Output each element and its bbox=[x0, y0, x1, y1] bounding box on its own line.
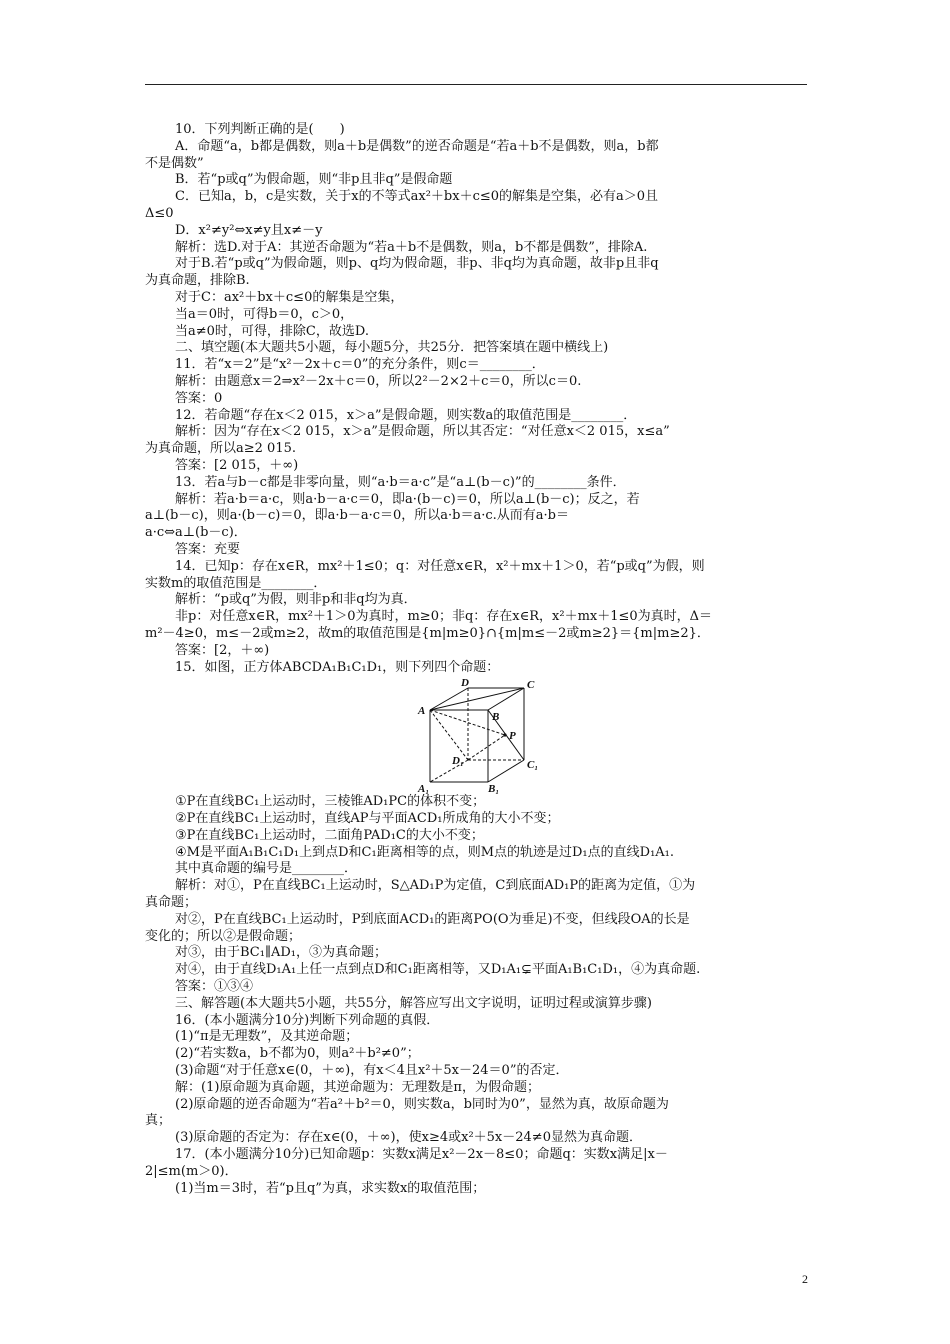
label-P: P bbox=[509, 730, 516, 743]
text-line: A．命题“a，b都是偶数，则a＋b是偶数”的逆否命题是“若a＋b不是偶数，则a，b都 bbox=[175, 138, 659, 154]
text-line: 对于B.若“p或q”为假命题，则p、q均为假命题，非p、非q均为真命题，故非p且非q bbox=[175, 256, 659, 272]
text-line: 对②，P在直线BC₁上运动时，P到底面ACD₁的距离PO(O为垂足)不变，但线段OA的长是 bbox=[175, 911, 690, 927]
text-line: 答案：[2，＋∞) bbox=[175, 642, 270, 658]
text-line: 11．若“x＝2”是“x²－2x＋c＝0”的充分条件，则c＝________． bbox=[175, 357, 545, 373]
text-line: 为真命题，排除B. bbox=[145, 273, 250, 289]
diagonal-AC bbox=[430, 688, 524, 710]
text-line: (3)原命题的否定为：存在x∈(0，＋∞)，使x≥4或x²＋5x－24≠0显然为真命题． bbox=[175, 1130, 642, 1146]
text-line: Δ≤0 bbox=[145, 205, 174, 221]
label-B1: B₁ bbox=[488, 783, 500, 795]
text-line: 答案：[2 015，＋∞) bbox=[175, 457, 299, 473]
text-line: 13．若a与b－c都是非零向量，则“a·b＝a·c”是“a⊥(b－c)”的________条件． bbox=[175, 474, 626, 490]
label-D: D bbox=[461, 677, 469, 690]
text-line: 非p：对任意x∈R，mx²＋1＞0为真时，m≥0；非q：存在x∈R，x²＋mx＋1≤0为真时，Δ＝ bbox=[175, 609, 713, 625]
text-line: 16．(本小题满分10分)判断下列命题的真假． bbox=[175, 1012, 440, 1028]
edge-BC bbox=[488, 688, 524, 710]
text-line: 真； bbox=[145, 1113, 172, 1129]
text-line: (2)原命题的逆否命题为“若a²＋b²＝0，则实数a，b同时为0”，显然为真，故原命题为 bbox=[175, 1096, 669, 1112]
text-line: 当a≠0时，可得，排除C，故选D. bbox=[175, 323, 369, 339]
text-line: 答案：0 bbox=[175, 390, 223, 406]
text-line: B．若“p或q”为假命题，则“非p且非q”是假命题 bbox=[175, 172, 453, 188]
text-line: 解析：若a·b＝a·c，则a·b－a·c＝0，即a·(b－c)＝0，所以a⊥(b－c)；反之，若 bbox=[175, 491, 640, 507]
document-body bbox=[145, 122, 807, 1197]
text-line: 真命题； bbox=[145, 895, 198, 911]
text-block-after-figure bbox=[145, 794, 807, 1197]
text-block-before-figure bbox=[145, 122, 807, 676]
segment-D1P-hidden bbox=[468, 735, 505, 760]
text-line: 二、填空题(本大题共5小题，每小题5分，共25分．把答案填在题中横线上) bbox=[175, 340, 609, 356]
text-line: 15．如图，正方体ABCDA₁B₁C₁D₁，则下列四个命题： bbox=[175, 659, 500, 675]
text-line: 解析：由题意x＝2⇒x²－2x＋c＝0，所以2²－2×2＋c＝0，所以c＝0. bbox=[175, 373, 582, 389]
cube-diagram bbox=[408, 676, 538, 794]
text-line: (2)“若实数a，b不都为0，则a²＋b²≠0”； bbox=[175, 1046, 420, 1062]
text-line: 12．若命题“存在x＜2 015，x＞a”是假命题，则实数a的取值范围是________． bbox=[175, 407, 637, 423]
text-line: 答案：充要 bbox=[175, 541, 241, 557]
text-line: 当a＝0时，可得b＝0，c＞0， bbox=[175, 306, 354, 322]
text-line: (3)命题“对于任意x∈(0，＋∞)，有x＜4且x²＋5x－24＝0”的否定． bbox=[175, 1063, 569, 1079]
text-line: 解析：“p或q”为假，则非p和非q均为真． bbox=[175, 592, 417, 608]
text-line: 解析：选D.对于A：其逆否命题为“若a＋b不是偶数，则a，b不都是偶数”，排除A. bbox=[175, 239, 648, 255]
label-A1: A₁ bbox=[418, 783, 430, 795]
edge-B1C1 bbox=[488, 760, 524, 782]
text-line: a⊥(b－c)，则a·(b－c)＝0，即a·b－a·c＝0，所以a·b＝a·c.从而有a·b＝ bbox=[145, 508, 569, 524]
text-line: ④M是平面A₁B₁C₁D₁上到点D和C₁距离相等的点，则M点的轨迹是过D₁点的直线D₁A₁. bbox=[175, 844, 675, 860]
text-line: 14．已知p：存在x∈R，mx²＋1≤0；q：对任意x∈R，x²＋mx＋1＞0，若“p或q”为假，则 bbox=[175, 558, 705, 574]
header-rule bbox=[145, 84, 807, 85]
text-line: 对于C：ax²＋bx＋c≤0的解集是空集， bbox=[175, 289, 404, 305]
text-line: ②P在直线BC₁上运动时，直线AP与平面ACD₁所成角的大小不变； bbox=[175, 811, 560, 827]
text-line: 10．下列判断正确的是( ) bbox=[175, 122, 345, 137]
text-line: (1)当m＝3时，若“p且q”为真，求实数x的取值范围； bbox=[175, 1180, 486, 1196]
label-A: A bbox=[418, 705, 426, 718]
text-line: 2|≤m(m＞0)． bbox=[145, 1163, 238, 1179]
text-line: m²－4≥0，m≤－2或m≥2，故m的取值范围是{m|m≥0}∩{m|m≤－2或m≥2}＝{m|m≥2}． bbox=[145, 625, 710, 641]
text-line: C．已知a，b，c是实数，关于x的不等式ax²＋bx＋c≤0的解集是空集，必有a＞0且 bbox=[175, 189, 659, 205]
text-line: 三、解答题(本大题共5小题，共55分，解答应写出文字说明，证明过程或演算步骤) bbox=[175, 995, 652, 1011]
text-line: a·c⇔a⊥(b－c)． bbox=[145, 525, 247, 541]
text-line: 17．(本小题满分10分)已知命题p：实数x满足x²－2x－8≤0；命题q：实数x满足|x－ bbox=[175, 1147, 668, 1163]
text-line: 答案：①③④ bbox=[175, 979, 254, 995]
text-line: 解：(1)原命题为真命题，其逆命题为：无理数是π，为假命题； bbox=[175, 1079, 540, 1095]
edge-AD bbox=[430, 688, 468, 710]
segment-AD1-hidden bbox=[430, 710, 468, 760]
text-line: (1)“π是无理数”，及其逆命题； bbox=[175, 1029, 359, 1045]
text-line: 解析：因为“存在x＜2 015，x＞a”是假命题，所以其否定：“对任意x＜2 015，x≤a” bbox=[175, 424, 670, 440]
text-line: 实数m的取值范围是________． bbox=[145, 575, 327, 591]
label-B: B bbox=[492, 711, 500, 724]
text-line: 解析：对①，P在直线BC₁上运动时，S△AD₁P为定值，C到底面AD₁P的距离为定值，①为 bbox=[175, 878, 696, 894]
text-line: ③P在直线BC₁上运动时，二面角PAD₁C的大小不变； bbox=[175, 827, 484, 843]
text-line: ①P在直线BC₁上运动时，三棱锥AD₁PC的体积不变； bbox=[175, 794, 486, 810]
label-D1: D₁ bbox=[452, 755, 464, 768]
point-P bbox=[503, 734, 506, 737]
text-line: 对③，由于BC₁∥AD₁，③为真命题； bbox=[175, 945, 387, 961]
text-line: 其中真命题的编号是________． bbox=[175, 861, 358, 877]
text-line: 不是偶数” bbox=[145, 155, 204, 171]
text-line: 对④，由于直线D₁A₁上任一点到点D和C₁距离相等，又D₁A₁⊊平面A₁B₁C₁D₁，④为真命题. bbox=[175, 962, 701, 978]
page-number: 2 bbox=[802, 1272, 808, 1286]
label-C1: C₁ bbox=[527, 759, 538, 772]
label-C: C bbox=[527, 679, 535, 692]
text-line: 变化的；所以②是假命题； bbox=[145, 928, 302, 944]
cube-figure bbox=[145, 676, 807, 794]
text-line: 为真命题，所以a≥2 015. bbox=[145, 441, 296, 457]
text-line: D．x²≠y²⇔x≠y且x≠－y bbox=[175, 222, 323, 238]
